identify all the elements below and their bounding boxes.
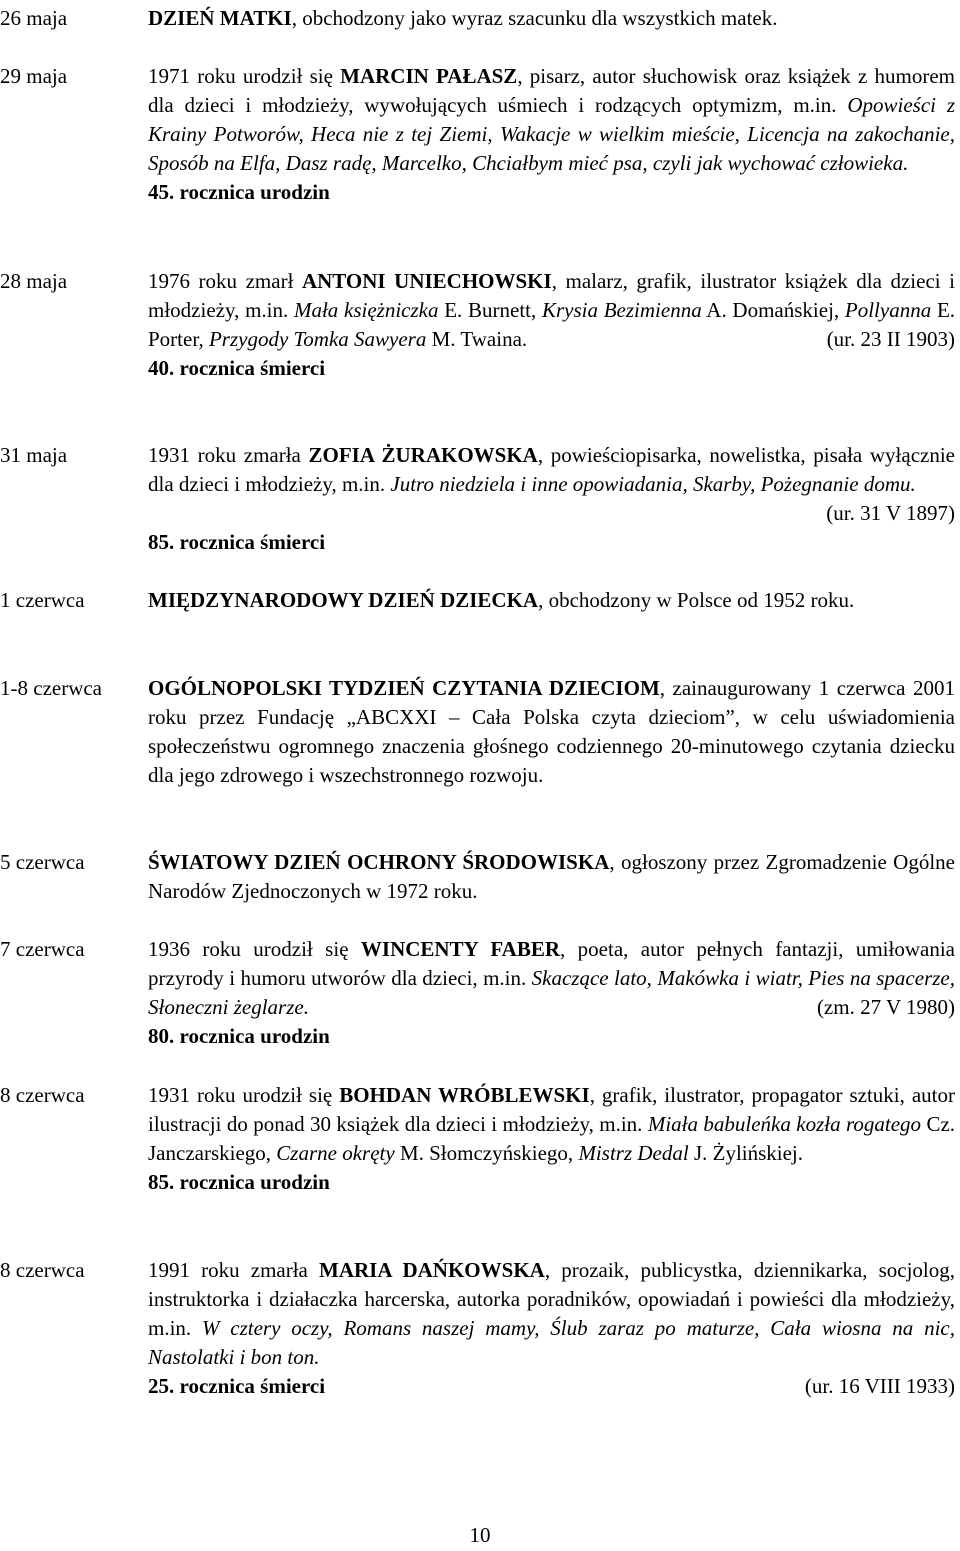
entry-work-title: Czarne okręty bbox=[276, 1141, 395, 1165]
entry-date: 8 czerwca bbox=[0, 1258, 85, 1282]
entry-work-title: Pollyanna bbox=[844, 298, 932, 322]
entry-text: , obchodzony w Polsce od 1952 roku. bbox=[538, 588, 855, 612]
entry-life-note: (ur. 31 V 1897) bbox=[826, 501, 955, 525]
entry-work-author: J. Żylińskiej. bbox=[688, 1141, 804, 1165]
entry-work-title: Krysia Bezimienna bbox=[542, 298, 702, 322]
entry-description bbox=[148, 935, 955, 1051]
page-number: 10 bbox=[469, 1523, 491, 1547]
entry-intro: 1931 roku urodził się bbox=[148, 1083, 340, 1107]
entry-date: 5 czerwca bbox=[0, 850, 85, 874]
entry-name: DZIEŃ MATKI bbox=[148, 6, 292, 30]
entry-date: 26 maja bbox=[0, 6, 68, 30]
entry-intro: 1936 roku urodził się bbox=[148, 937, 361, 961]
entry-name: ZOFIA ŻURAKOWSKA bbox=[308, 443, 538, 467]
entry-works: Skaczące lato, Makówka i wiatr, Pies na spacerze, Słoneczni żeglarze. bbox=[148, 966, 955, 1019]
entry-intro: 1991 roku zmarła bbox=[148, 1258, 320, 1282]
entry-name: ŚWIATOWY DZIEŃ OCHRONY ŚRODOWISKA bbox=[148, 850, 610, 874]
entry-description bbox=[148, 674, 955, 790]
entry-description bbox=[148, 267, 955, 383]
entry-life-note: (zm. 27 V 1980) bbox=[816, 995, 955, 1019]
entry-work-author: M. Słomczyńskiego, bbox=[394, 1141, 579, 1165]
entry-description bbox=[148, 848, 955, 906]
entry-work-title: Mistrz Dedal bbox=[578, 1141, 689, 1165]
entry-life-note: (ur. 16 VIII 1933) bbox=[804, 1374, 955, 1398]
anniversary-label: 80. rocznica urodzin bbox=[148, 1024, 330, 1048]
entry-work-title: Miała babuleńka kozła rogatego bbox=[647, 1112, 922, 1136]
entry-intro: 1976 roku zmarł bbox=[148, 269, 302, 293]
entry-text: , poeta, autor pełnych fantazji, umiłowania przyrody i humoru utworów dla dzieci, m.in. bbox=[148, 937, 955, 990]
entry-work-author: E. Porter, bbox=[148, 298, 956, 351]
entry-description bbox=[148, 1256, 955, 1401]
entry-name: BOHDAN WRÓBLEWSKI bbox=[339, 1083, 590, 1107]
entry-description bbox=[148, 441, 955, 557]
entry-intro: 1971 roku urodził się bbox=[148, 64, 341, 88]
entry-text: , obchodzony jako wyraz szacunku dla wszystkich matek. bbox=[291, 6, 778, 30]
entry-date: 7 czerwca bbox=[0, 937, 85, 961]
entry-work-author: M. Twaina. bbox=[426, 327, 528, 351]
entry-works: W cztery oczy, Romans naszej mamy, Ślub zaraz po maturze, Cała wiosna na nic, Nastolatki i bon ton. bbox=[148, 1316, 955, 1369]
anniversary-label: 25. rocznica śmierci bbox=[148, 1374, 326, 1398]
entry-name: ANTONI UNIECHOWSKI bbox=[301, 269, 552, 293]
entry-works: Opowieści z Krainy Potworów, Heca nie z tej Ziemi, Wakacje w wielkim mieście, Licencja na zakochanie, Sposób na Elfa, Dasz radę, Marcelko, Chciałbym mieć psa, czyli jak wychować człowieka. bbox=[148, 93, 956, 175]
entry-date: 1 czerwca bbox=[0, 588, 85, 612]
entry-name: MIĘDZYNARODOWY DZIEŃ DZIECKA bbox=[148, 588, 539, 612]
anniversary-row bbox=[148, 1372, 955, 1401]
entry-text: , powieściopisarka, nowelistka, pisała wyłącznie dla dzieci i młodzieży, m.in. bbox=[148, 443, 956, 496]
entry-work-author: Cz. Janczarskiego, bbox=[148, 1112, 956, 1165]
entry-work-title: Mała księżniczka bbox=[293, 298, 439, 322]
entry-name: OGÓLNOPOLSKI TYDZIEŃ CZYTANIA DZIECIOM bbox=[148, 676, 660, 700]
entry-name: WINCENTY FABER bbox=[360, 937, 561, 961]
entry-date: 31 maja bbox=[0, 443, 68, 467]
entry-intro: 1931 roku zmarła bbox=[148, 443, 309, 467]
entry-date: 1-8 czerwca bbox=[0, 676, 103, 700]
entry-life-note: (ur. 23 II 1903) bbox=[826, 327, 955, 351]
anniversary-label: 40. rocznica śmierci bbox=[148, 356, 326, 380]
entry-work-author: E. Burnett, bbox=[438, 298, 542, 322]
entry-date: 29 maja bbox=[0, 64, 68, 88]
entry-works: Jutro niedziela i inne opowiadania, Skarby, Pożegnanie domu. bbox=[390, 472, 916, 496]
anniversary-label: 85. rocznica urodzin bbox=[148, 1170, 330, 1194]
entry-text: , pisarz, autor słuchowisk oraz książek z humorem dla dzieci i młodzieży, wywołujących uśmiech i rodzących optymizm, m.in. bbox=[148, 64, 956, 117]
entry-description bbox=[148, 62, 955, 207]
anniversary-label: 45. rocznica urodzin bbox=[148, 180, 330, 204]
entry-work-author: A. Domańskiej, bbox=[701, 298, 845, 322]
entry-date: 8 czerwca bbox=[0, 1083, 85, 1107]
entry-text: , prozaik, publicystka, dziennikarka, socjolog, instruktorka i działaczka harcerska, autorka poradników, opowiadań i powieści dla młodzieży, m.in. bbox=[148, 1258, 955, 1340]
entry-description bbox=[148, 4, 955, 33]
entry-text: , grafik, ilustrator, propagator sztuki, autor ilustracji do ponad 30 książek dla dzieci i młodzieży, m.in. bbox=[148, 1083, 955, 1136]
entry-name: MARIA DAŃKOWSKA bbox=[319, 1258, 545, 1282]
entry-name: MARCIN PAŁASZ bbox=[340, 64, 518, 88]
entry-description bbox=[148, 586, 955, 615]
entry-work-title: Przygody Tomka Sawyera bbox=[208, 327, 427, 351]
anniversary-label: 85. rocznica śmierci bbox=[148, 530, 326, 554]
entry-text: , malarz, grafik, ilustrator książek dla dzieci i młodzieży, m.in. bbox=[148, 269, 955, 322]
entry-description bbox=[148, 1081, 955, 1197]
entry-text: , zainaugurowany 1 czerwca 2001 roku przez Fundację „ABCXXI – Cała Polska czyta dzieciom”, w celu uświadomienia społeczeństwu ogromnego znaczenia głośnego codziennego 20-minutowego czytania dziecku dla jego zdrowego i wszechstronnego rozwoju. bbox=[148, 676, 955, 787]
entry-text: , ogłoszony przez Zgromadzenie Ogólne Narodów Zjednoczonych w 1972 roku. bbox=[148, 850, 955, 903]
entry-date: 28 maja bbox=[0, 269, 68, 293]
